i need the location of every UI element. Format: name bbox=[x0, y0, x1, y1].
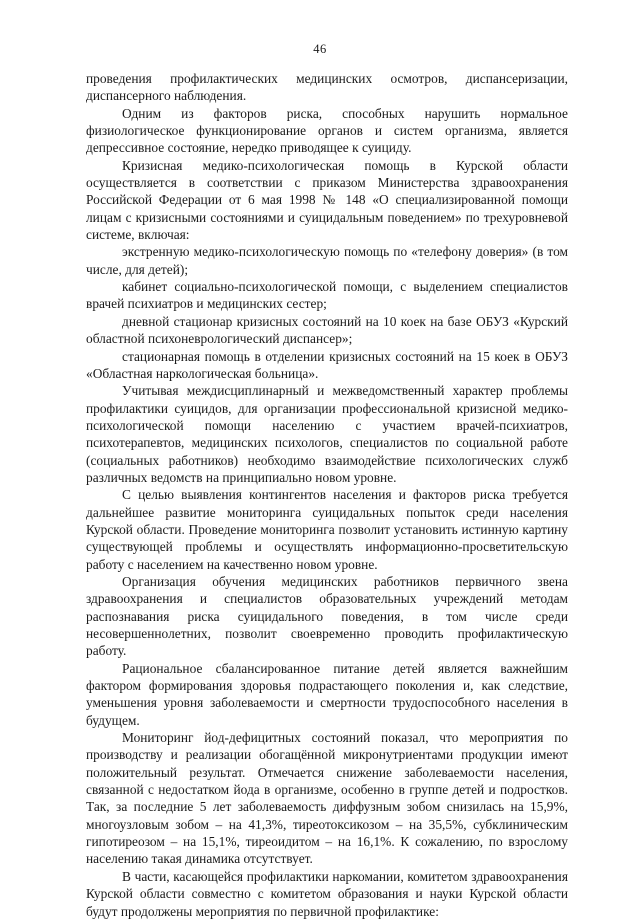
paragraph: экстренную медико-психологическую помощь по «телефону доверия» (в том числе, для детей); bbox=[86, 244, 568, 277]
paragraph: Одним из факторов риска, способных нарушить нормальное физиологическое функционирование органов и систем организма, является депрессивное состояние, нередко приводящее к суициду. bbox=[86, 105, 568, 156]
paragraph: стационарная помощь в отделении кризисных состояний на 15 коек в ОБУЗ «Областная наркологическая больница». bbox=[86, 348, 568, 381]
paragraph: Мониторинг йод-дефицитных состояний показал, что мероприятия по производству и реализации обогащённой микронутриентами продукции имеют положительный результат. Отмечается снижение заболеваемости населения, связанной с недостатком йода в организме, особенно в группе детей и подростков. Так, за последние 5 лет заболеваемость диффузным зобом снизилась на 15,9%, многоузловым зобом – на 41,3%, тиреотоксикозом – на 35,5%, субклиническим гипотиреозом – на 15,1%, тиреоидитом – на 16,1%. К сожалению, по взрослому населению такая динамика отсутствует. bbox=[86, 730, 568, 867]
page-number: 46 bbox=[313, 42, 327, 56]
paragraph: Рациональное сбалансированное питание детей является важнейшим фактором формирования здоровья подрастающего поколения и, как следствие, уменьшения уровня заболеваемости и смертности трудоспособного населения в будущем. bbox=[86, 660, 568, 728]
paragraph: В части, касающейся профилактики наркомании, комитетом здравоохранения Курской области совместно с комитетом образования и науки Курской области будут продолжены мероприятия по первичной профилактике: bbox=[86, 868, 568, 919]
paragraph: проведения профилактических медицинских осмотров, диспансеризации, диспансерного наблюдения. bbox=[86, 71, 568, 104]
paragraph: Учитывая междисциплинарный и межведомственный характер проблемы профилактики суицидов, для организации профессиональной кризисной медико-психологической помощи населению с участием врачей-психиатров, психотерапевтов, медицинских психологов, специалистов по социальной работе (социальных работников) необходимо взаимодействие психологических служб различных ведомств на принципиально новом уровне. bbox=[86, 383, 568, 485]
paragraph: С целью выявления контингентов населения и факторов риска требуется дальнейшее развитие мониторинга суицидальных попыток среди населения Курской области. Проведение мониторинга позволит установить истинную картину существующей проблемы и осуществлять информационно-просветительскую работу с населением на качественно новом уровне. bbox=[86, 487, 568, 572]
paragraph: Организация обучения медицинских работников первичного звена здравоохранения и специалистов образовательных учреждений методам распознавания риска суицидального поведения, в том числе среди несовершеннолетних, позволит своевременно проводить профилактическую работу. bbox=[86, 573, 568, 659]
paragraph: Кризисная медико-психологическая помощь в Курской области осуществляется в соответствии с приказом Министерства здравоохранения Российской Федерации от 6 мая 1998 № 148 «О специализированной помощи лицам с кризисными состояниями и суицидальным поведением» по трехуровневой системе, включая: bbox=[86, 157, 568, 243]
paragraph: кабинет социально-психологической помощи, с выделением специалистов врачей психиатров и медицинских сестер; bbox=[86, 279, 568, 312]
document-body bbox=[86, 70, 568, 920]
paragraph: дневной стационар кризисных состояний на 10 коек на базе ОБУЗ «Курский областной психоневрологический диспансер»; bbox=[86, 313, 568, 347]
